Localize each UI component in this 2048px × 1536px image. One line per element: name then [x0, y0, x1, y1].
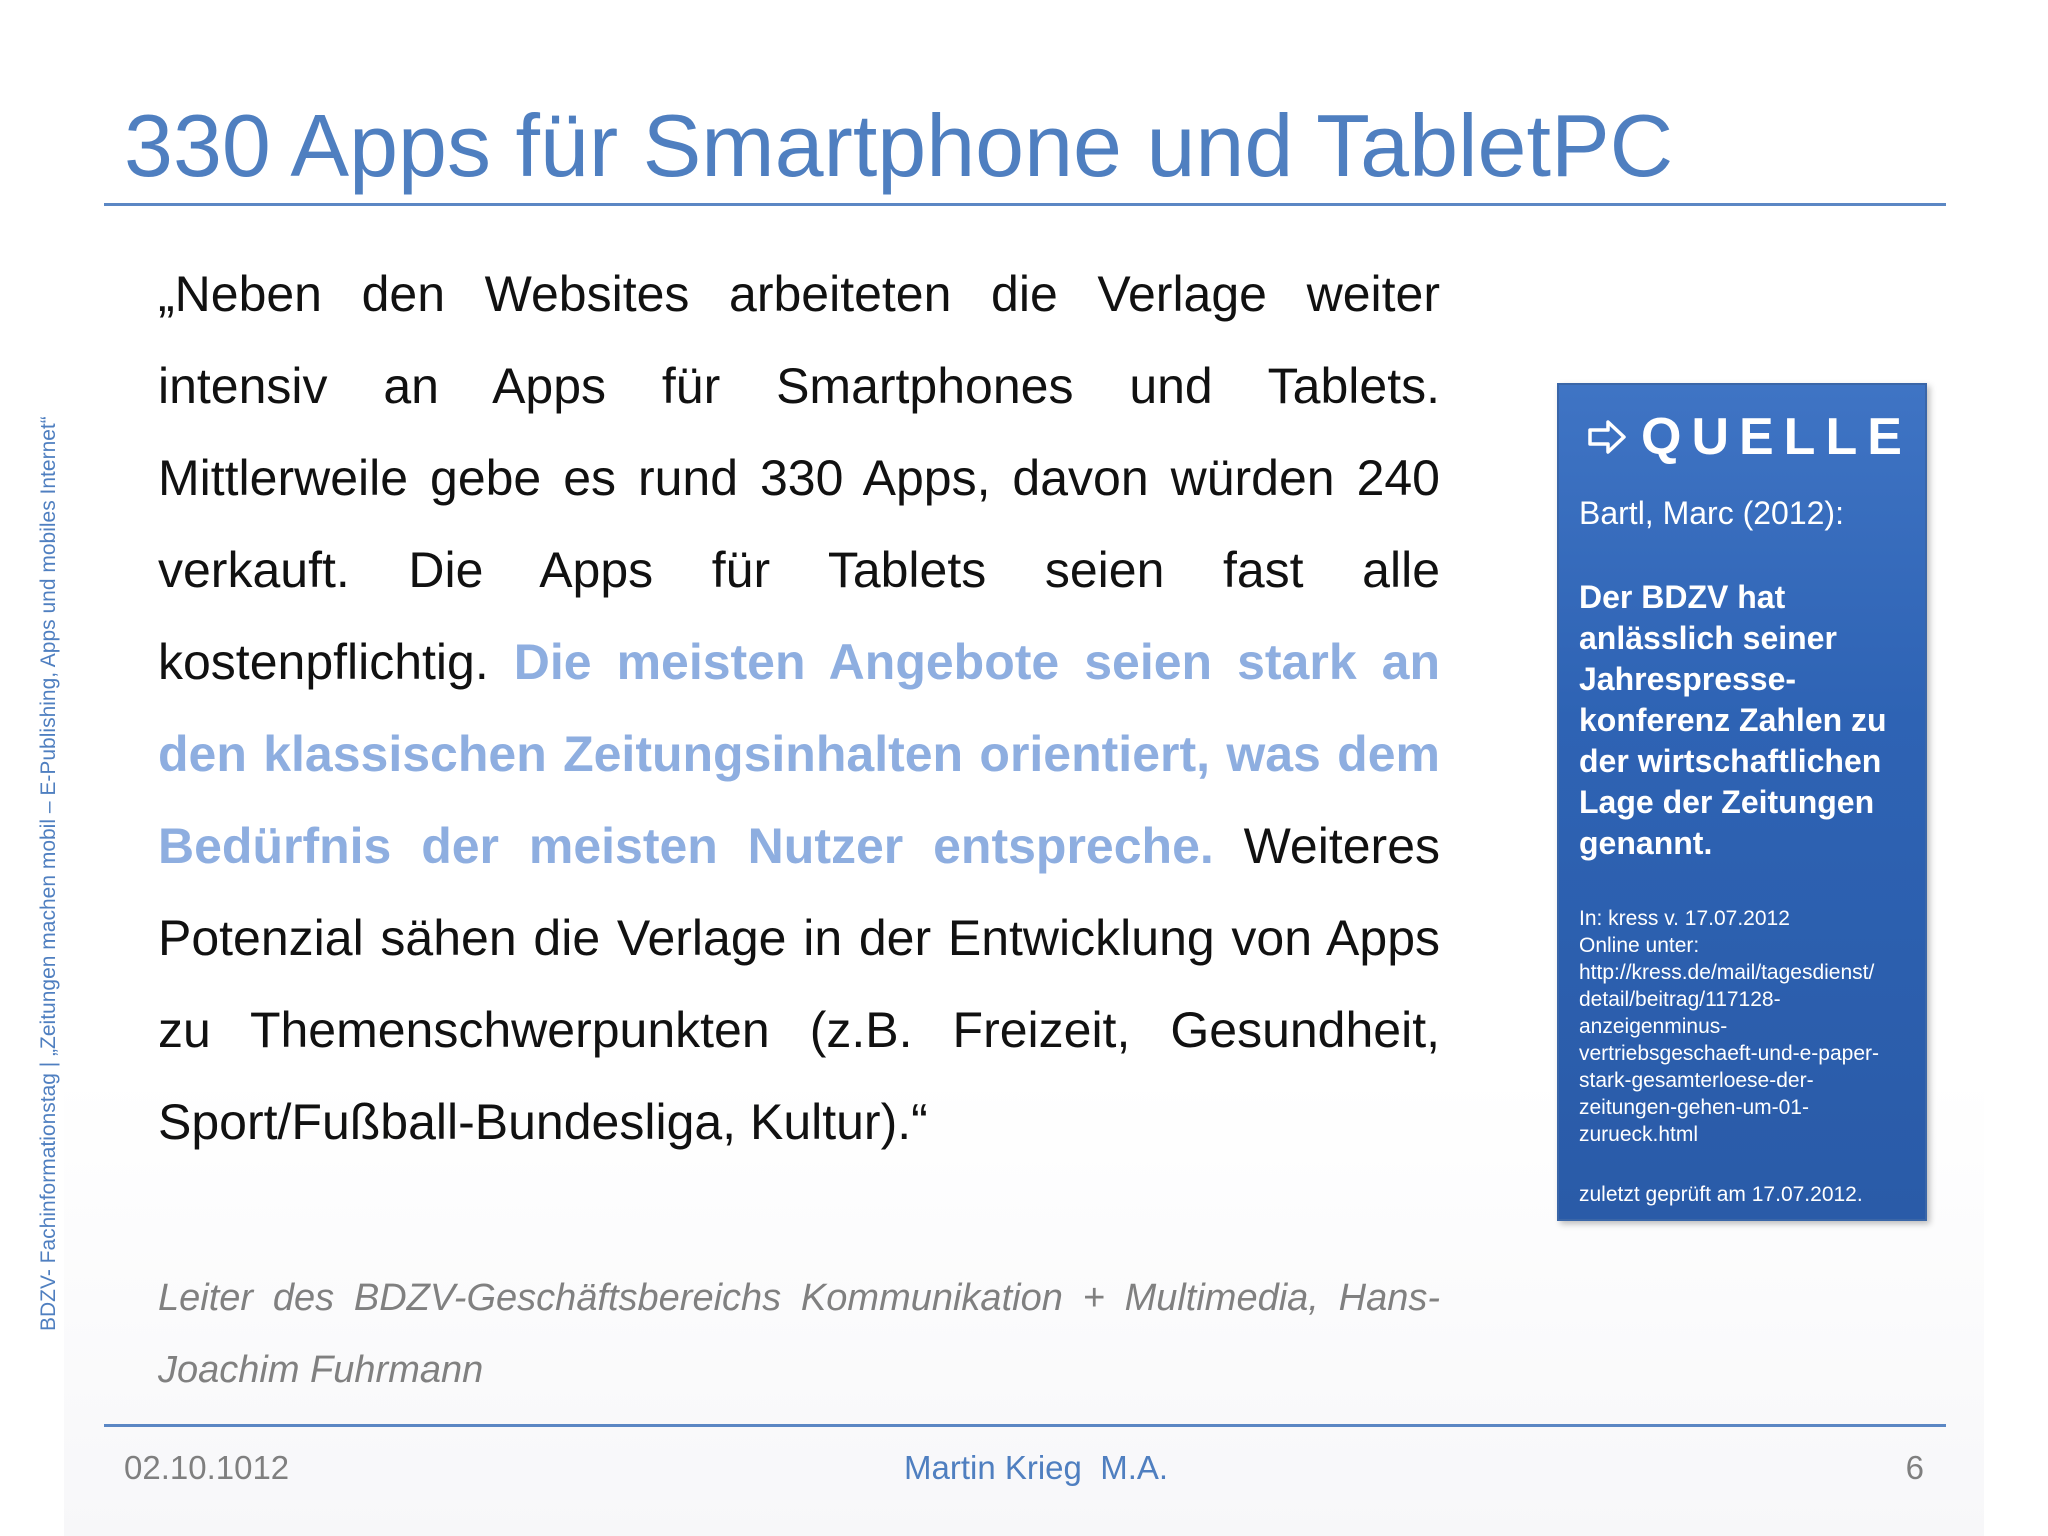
page-number: 6: [1905, 1449, 1924, 1486]
footer-date: 02.10.1012: [124, 1449, 290, 1486]
footer-author: Martin Krieg M.A.: [904, 1449, 1169, 1486]
source-url-line: http://kress.de/mail/tagesdienst/: [1579, 961, 1875, 984]
source-header: [1587, 399, 1912, 475]
title-divider: [104, 203, 1946, 206]
source-title: QUELLE: [1641, 408, 1912, 466]
quote-highlight: Die meisten Angebote seien stark an den klassischen Zeitungsinhalten orientiert, was dem Bedürfnis der meisten Nutzer entspreche.: [158, 634, 1440, 874]
source-url-line: anzeigenminus-: [1579, 1015, 1728, 1038]
event-sidebar-text: BDZV- Fachinformationstag | „Zeitungen machen mobil – E-Publishing, Apps und mobiles Internet“: [37, 416, 60, 1331]
source-ref-line: Online unter:: [1579, 934, 1700, 957]
quote-part-2: Weiteres Potenzial sähen die Verlage in der Entwicklung von Apps zu Themenschwerpunkten (z.B. Freizeit, Gesundheit, Sport/Fußball-Bundesliga, Kultur).“: [158, 818, 1440, 1150]
source-url-line: zurueck.html: [1579, 1123, 1699, 1146]
quote-part-1: „Neben den Websites arbeiteten die Verlage weiter intensiv an Apps für Smartphones und Tablets. Mittlerweile gebe es rund 330 Apps, davon würden 240 verkauft. Die Apps für Tablets seien fast alle kostenpflichtig.: [158, 266, 1440, 690]
source-reference: [1579, 905, 1923, 1148]
source-description: Der BDZV hat anlässlich seiner Jahrespresse-konferenz Zahlen zu der wirtschaftlichen Lage der Zeitungen genannt.: [1579, 579, 1887, 861]
source-checked-date: zuletzt geprüft am 17.07.2012.: [1579, 1183, 1863, 1206]
source-url-line: detail/beitrag/117128-: [1579, 988, 1781, 1011]
source-url-line: zeitungen-gehen-um-01-: [1579, 1096, 1809, 1119]
source-url-line: vertriebsgeschaeft-und-e-paper-: [1579, 1042, 1879, 1065]
source-author: Bartl, Marc (2012):: [1579, 495, 1844, 531]
slide-title: 330 Apps für Smartphone und TabletPC: [124, 96, 1674, 195]
quote-text: [158, 248, 1440, 1168]
right-arrow-outline-icon: [1587, 419, 1627, 455]
quote-attribution: Leiter des BDZV-Geschäftsbereichs Kommunikation + Multimedia, Hans-Joachim Fuhrmann: [158, 1277, 1440, 1391]
source-url-line: stark-gesamterloese-der-: [1579, 1069, 1814, 1092]
source-box: [1557, 383, 1927, 1221]
footer-divider: [104, 1424, 1946, 1427]
source-ref-line: In: kress v. 17.07.2012: [1579, 907, 1790, 930]
